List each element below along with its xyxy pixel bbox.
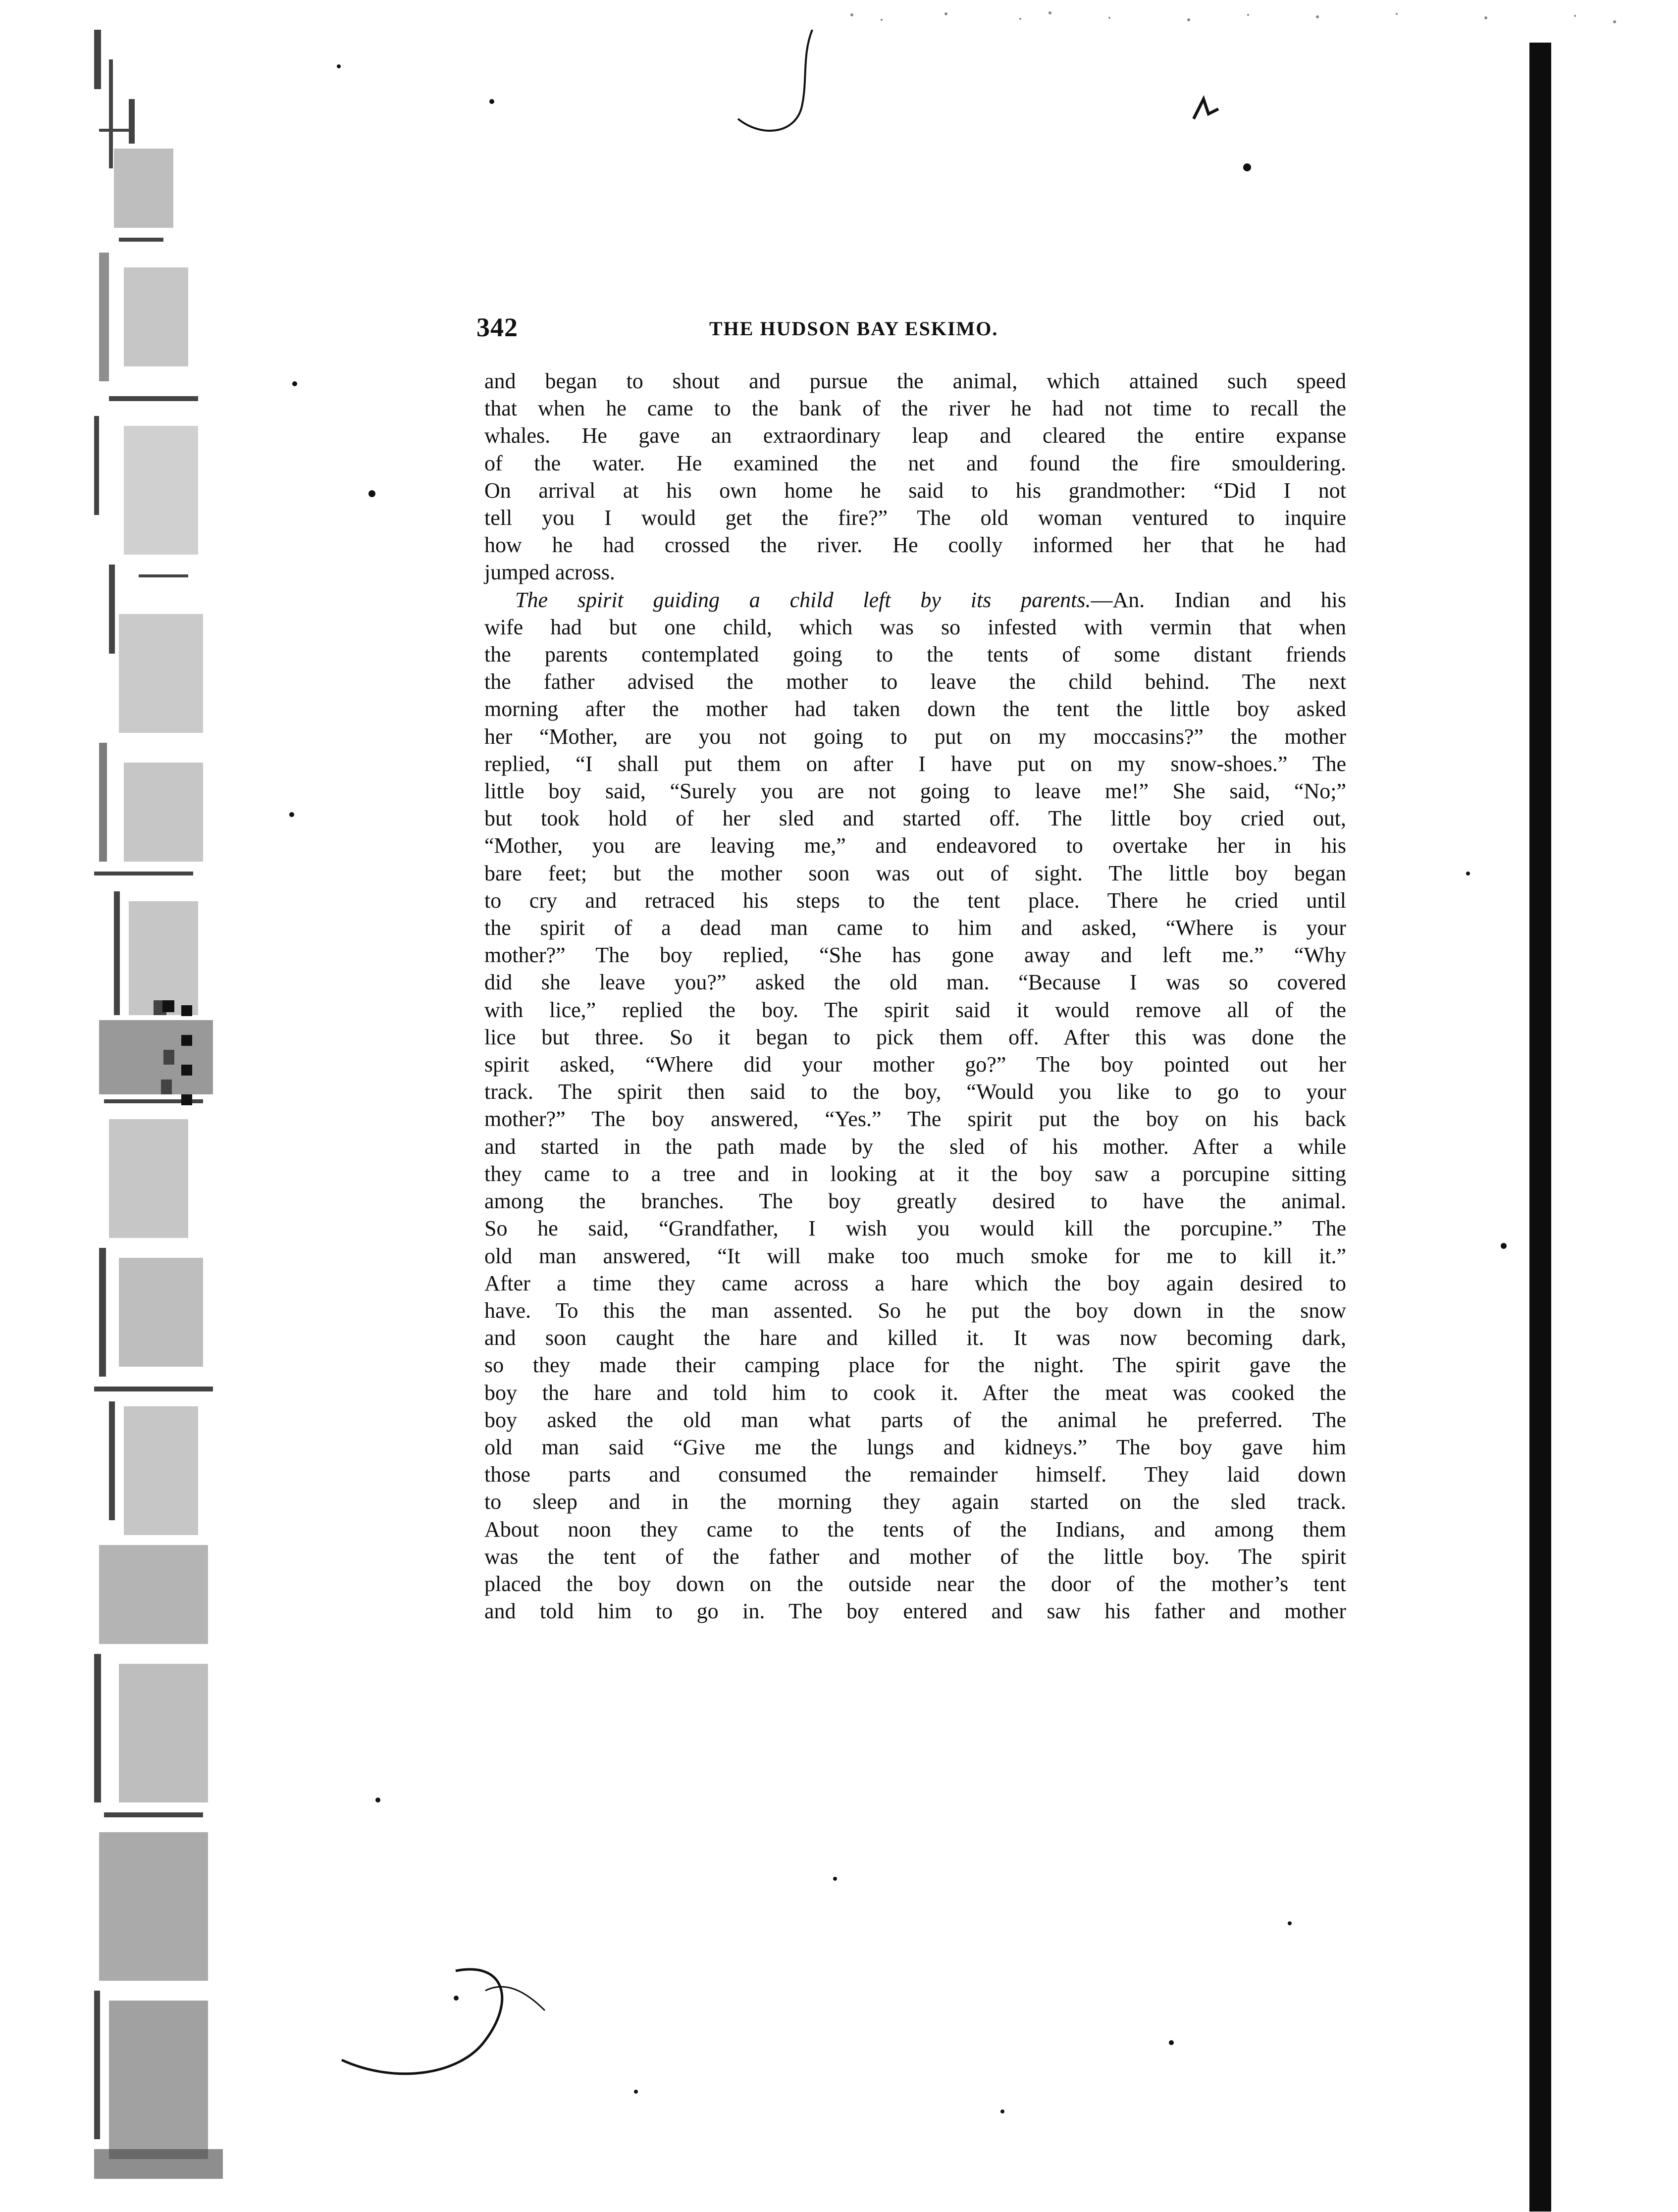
text-line: boy the hare and told him to cook it. After the meat was cooked the [484,1380,1346,1405]
body-text [484,367,1346,1625]
text-line: track. The spirit then said to the boy, “Would you like to go to your [484,1080,1346,1104]
text-line: boy asked the old man what parts of the animal he preferred. The [484,1407,1346,1432]
pencil-stroke-bottom [337,1961,565,2090]
text-line: and began to shout and pursue the animal, which attained such speed [484,369,1346,393]
text-line: but took hold of her sled and started off. The little boy cried out, [484,806,1346,831]
paragraph-first-line [484,586,1346,614]
text-line: was the tent of the father and mother of the little boy. The spirit [484,1544,1346,1569]
text-line: old man said “Give me the lungs and kidneys.” The boy gave him [484,1435,1346,1459]
text-line: the father advised the mother to leave the child behind. The next [484,669,1346,694]
text-line: replied, “I shall put them on after I have put on my snow-shoes.” The [484,751,1346,776]
text-line: they came to a tree and in looking at it the boy saw a porcupine sitting [484,1161,1346,1186]
speck [833,1877,837,1881]
text-line: so they made their camping place for the night. The spirit gave the [484,1353,1346,1378]
text-line: On arrival at his own home he said to his grandmother: “Did I not [484,478,1346,503]
page-number: 342 [476,312,518,342]
text-line: and started in the path made by the sled of his mother. After a while [484,1134,1346,1159]
scan-edge-noise [64,20,223,2209]
text-line: whales. He gave an extraordinary leap and cleared the entire expanse [484,423,1346,448]
text-line: tell you I would get the fire?” The old woman ventured to inquire [484,506,1346,530]
text-line: among the branches. The boy greatly desired to have the animal. [484,1189,1346,1214]
text-line: to cry and retraced his steps to the tent place. There he cried until [484,888,1346,913]
section-title: The spirit guiding a child left by its parents. [515,587,1091,612]
speck [454,1996,459,2001]
speck [634,2090,638,2094]
text-line: placed the boy down on the outside near the door of the mother’s tent [484,1571,1346,1596]
top-scan-speckle [842,5,1634,35]
text-line: jumped across. [484,560,615,585]
text-line: wife had but one child, which was so infested with vermin that when [484,615,1346,639]
speck [1169,2040,1174,2045]
text-line: and told him to go in. The boy entered and saw his father and mother [484,1599,1346,1624]
text-line: About noon they came to the tents of the Indians, and among them [484,1517,1346,1542]
text-line: that when he came to the bank of the river he had not time to recall the [484,396,1346,421]
text-line: to sleep and in the morning they again started on the sled track. [484,1490,1346,1514]
text-line: old man answered, “It will make too much smoke for me to kill it.” [484,1243,1346,1268]
text-line: the spirit of a dead man came to him and asked, “Where is your [484,916,1346,940]
speck [1466,872,1470,875]
paragraph-first-line-text: —An. Indian and his [1091,587,1346,612]
text-line: lice but three. So it began to pick them off. After this was done the [484,1025,1346,1049]
speck [368,490,375,497]
speck [337,64,341,68]
text-line: After a time they came across a hare which the boy again desired to [484,1271,1346,1295]
text-line: and soon caught the hare and killed it. It was now becoming dark, [484,1326,1346,1350]
paragraph [484,586,1346,1625]
speck [489,99,494,104]
speck [1000,2109,1004,2113]
text-line: have. To this the man assented. So he put the boy down in the snow [484,1298,1346,1323]
text-line: mother?” The boy replied, “She has gone away and left me.” “Why [484,943,1346,968]
text-line: So he said, “Grandfather, I wish you would kill the porcupine.” The [484,1216,1346,1241]
speck [289,812,294,817]
speck [292,381,297,386]
text-line: the parents contemplated going to the tents of some distant friends [484,642,1346,667]
text-line: those parts and consumed the remainder himself. They laid down [484,1462,1346,1487]
ink-mark-top-right [1189,94,1223,129]
text-line: how he had crossed the river. He coolly informed her that he had [484,533,1346,558]
text-line: mother?” The boy answered, “Yes.” The spirit put the boy on his back [484,1107,1346,1132]
speck [1501,1243,1507,1249]
text-line: of the water. He examined the net and found the fire smouldering. [484,451,1346,475]
speck [1288,1921,1292,1925]
text-line: little boy said, “Surely you are not going to leave me!” She said, “No;” [484,779,1346,804]
text-line: did she leave you?” asked the old man. “Because I was so covered [484,970,1346,995]
speck [1243,163,1251,171]
pencil-stroke-top [733,25,832,144]
running-head: THE HUDSON BAY ESKIMO. [709,317,998,340]
text-line: morning after the mother had taken down the tent the little boy asked [484,697,1346,721]
paragraph [484,367,1346,586]
text-line: her “Mother, are you not going to put on my moccasins?” the mother [484,724,1346,749]
text-line: “Mother, you are leaving me,” and endeavored to overtake her in his [484,833,1346,858]
text-line: with lice,” replied the boy. The spirit said it would remove all of the [484,997,1346,1022]
page-header [476,312,1348,352]
text-line: bare feet; but the mother soon was out of sight. The little boy began [484,861,1346,885]
text-line: spirit asked, “Where did your mother go?” The boy pointed out her [484,1052,1346,1077]
speck [375,1798,380,1802]
scan-edge-bar [1529,43,1551,2212]
